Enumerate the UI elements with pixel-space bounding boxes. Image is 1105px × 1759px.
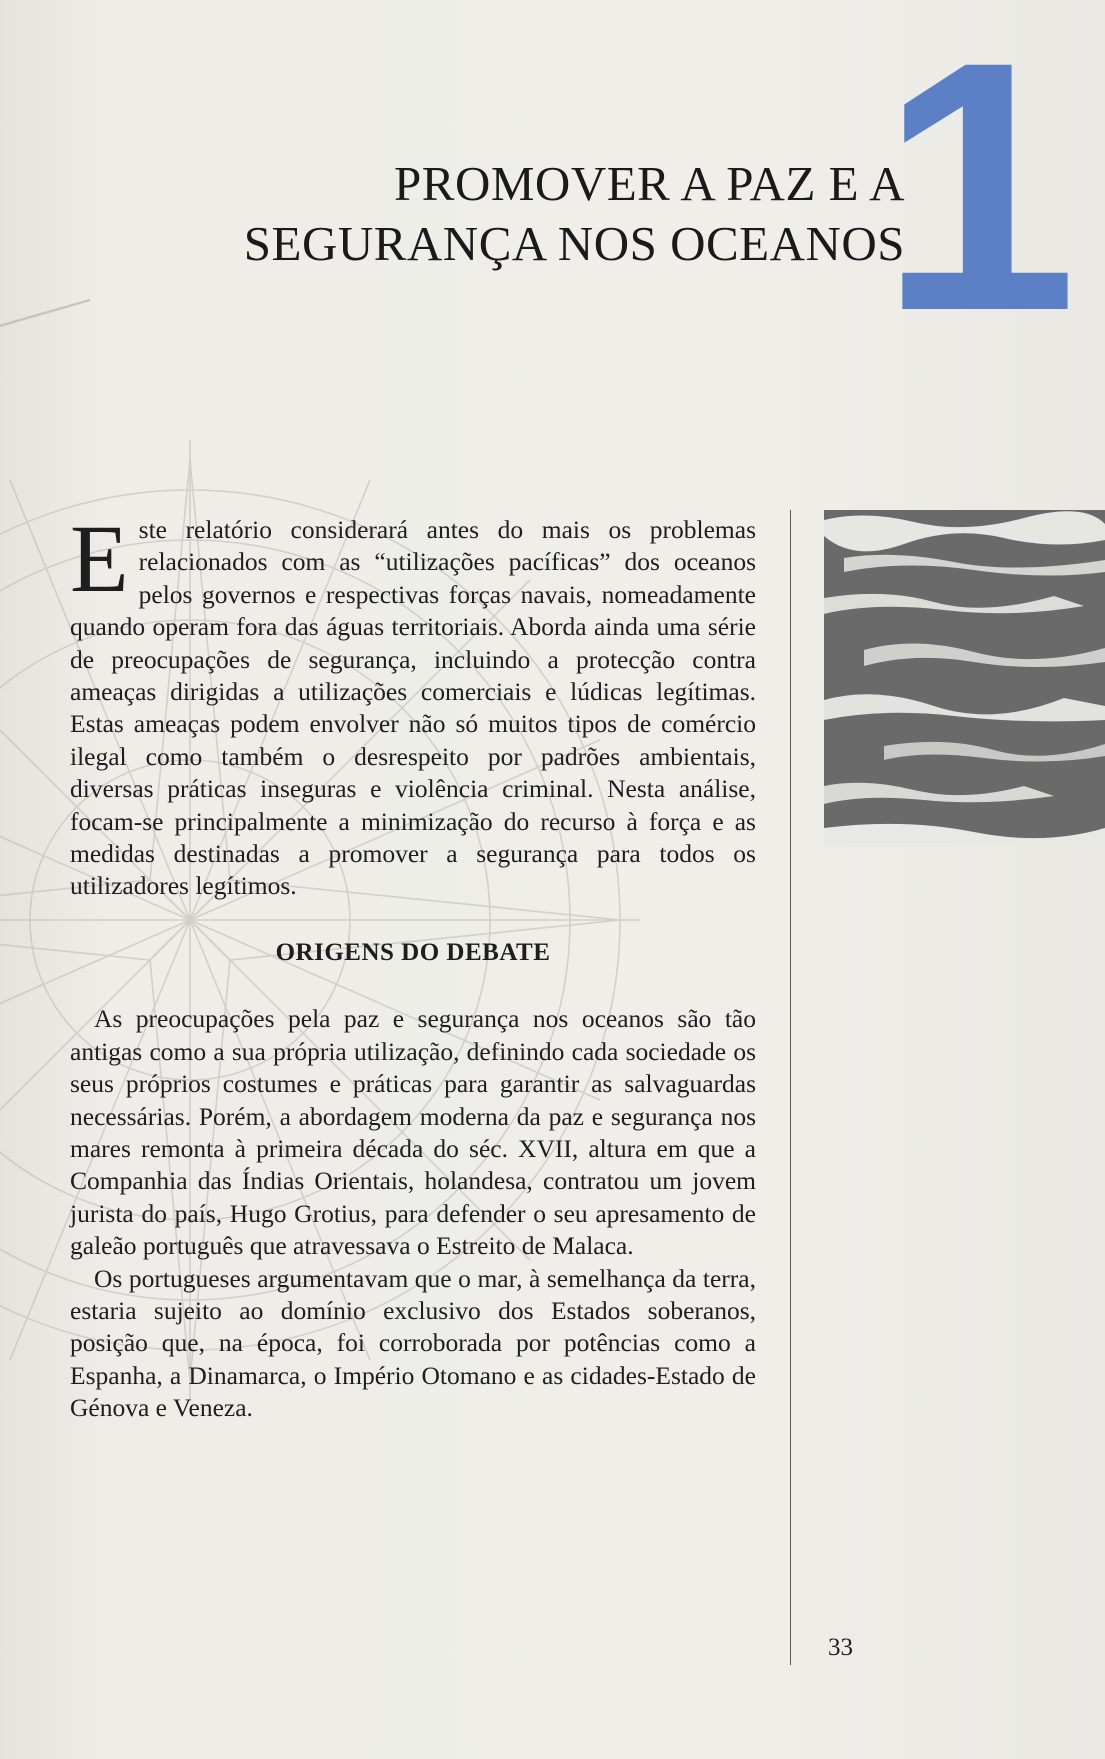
page-number: 33 [828, 1634, 853, 1661]
column-divider [790, 510, 791, 1665]
chapter-body [70, 505, 756, 1425]
chapter-title-line1: PROMOVER A PAZ E A [394, 156, 905, 211]
intro-text: ste relatório considerará antes do mais os problemas relacionados com as “utilizações pacíficas” dos oceanos pelos governos e respectivas forças navais, nomeadamente quando operam fora das águas territoriais. Aborda ainda uma série de preocupações de segurança, incluindo a protecção contra ameaças dirigidas a utilizações comerciais e lúdicas legítimas. Estas ameaças podem envolver não só muitos tipos de comércio ilegal como também o desrespeito por padrões ambientais, diversas práticas inseguras e violência criminal. Nesta análise, focam-se principalmente a minimização do recurso à força e as medidas destinadas a promover a segurança para todos os utilizadores legítimos. [70, 515, 756, 901]
chapter-number: 1 [880, 0, 1078, 385]
drop-cap: E [70, 505, 129, 612]
chapter-title-line2: SEGURANÇA NOS OCEANOS [243, 216, 905, 271]
section-heading: ORIGENS DO DEBATE [275, 938, 551, 966]
chapter-title [244, 154, 905, 274]
ocean-waves-photo [824, 510, 1105, 847]
intro-paragraph [70, 505, 756, 903]
body-paragraph-1: As preocupações pela paz e segurança nos oceanos são tão antigas como a sua própria utilização, definindo cada sociedade os seus próprios costumes e práticas para garantir as salvaguardas necessárias. Porém, a abordagem moderna da paz e segurança nos mares remonta à primeira década do séc. XVII, altura em que a Companhia das Índias Orientais, holandesa, contratou um jovem jurista do país, Hugo Grotius, para defender o seu apresamento de galeão português que atravessava o Estreito de Malaca. [70, 1004, 756, 1261]
body-paragraph-2: Os portugueses argumentavam que o mar, à semelhança da terra, estaria sujeito ao domínio exclusivo dos Estados soberanos, posição que, na época, foi corroborada por potências como a Espanha, a Dinamarca, o Império Otomano e as cidades-Estado de Génova e Veneza. [70, 1263, 756, 1423]
